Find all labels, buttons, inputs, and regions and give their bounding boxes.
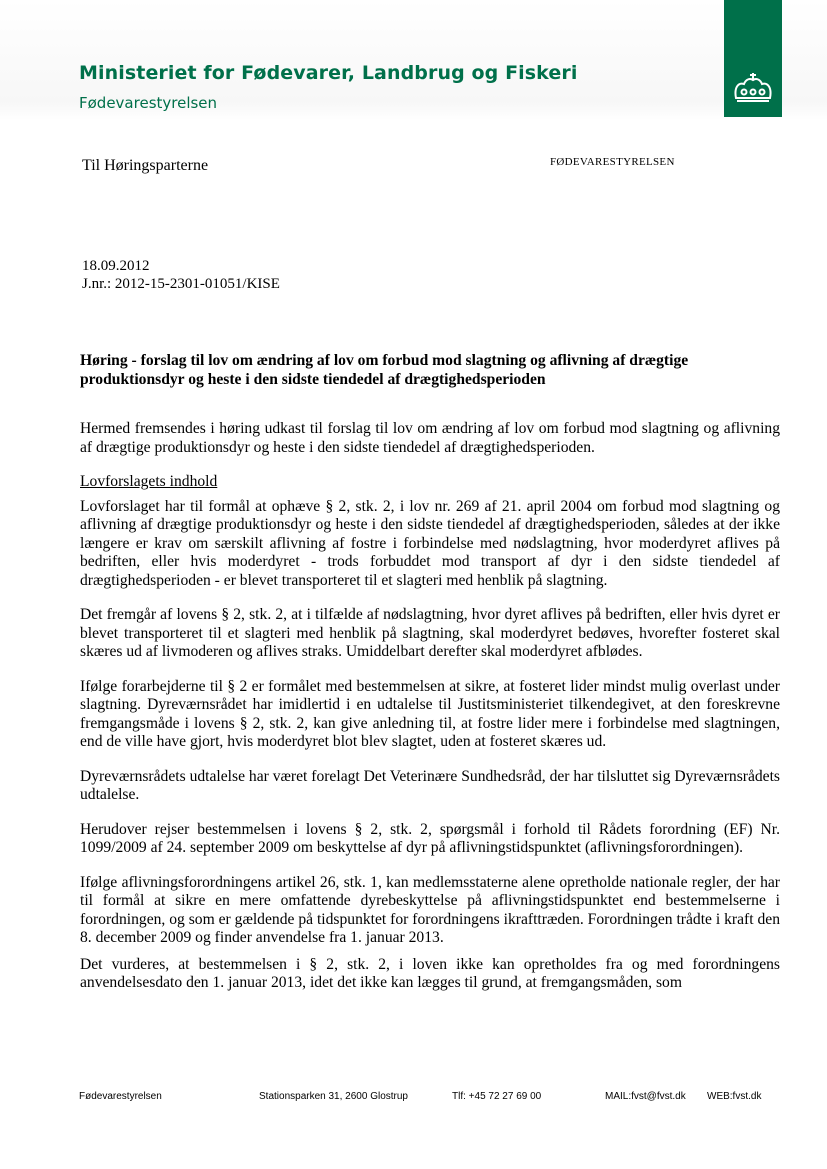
body-paragraph: Det vurderes, at bestemmelsen i § 2, stk. 2, i loven ikke kan opretholdes fra og med forordningens anvendelsesdato den 1. januar 2013, idet det ikke kan lægges til grund, at fremgangsmåden, som [80,955,780,991]
letter-heading: Høring - forslag til lov om ændring af lov om forbud mod slagtning og aflivning af drægtige produktionsdyr og heste i den sidste tiendedel af drægtighedsperioden [80,352,689,388]
intro-paragraph: Hermed fremsendes i høring udkast til forslag til lov om ændring af lov om forbud mod slagtning og aflivning af drægtige produktionsdyr og heste i den sidste tiendedel af drægtighedsperioden. [80,420,780,456]
crown-icon [728,70,778,106]
body-paragraph: Ifølge forarbejderne til § 2 er formålet med bestemmelsen at sikre, at fosteret lider mindst mulig overlast under slagtning. Dyreværnsrådet har imidlertid i en udtalelse til Justitsministeriet tilkendegivet, at den foreskrevne fremgangsmåde i lovens § 2, stk. 2, kan give anledning til, at fostre lider mere i forbindelse med slagtningen, end de ville have gjort, hvis moderdyret blot blev slagtet, uden at fosteret skæres ud. [80,677,780,750]
logo-box [724,0,782,117]
footer-address: Stationsparken 31, 2600 Glostrup [259,1091,408,1102]
footer-phone: Tlf: +45 72 27 69 00 [452,1091,542,1102]
sender-label: FØDEVARESTYRELSEN [550,156,675,168]
journal-number: J.nr.: 2012-15-2301-01051/KISE [82,276,280,292]
letter-body [80,420,780,1009]
footer-web: WEB:fvst.dk [707,1091,762,1102]
letter-date: 18.09.2012 [82,258,150,274]
body-paragraph: Det fremgår af lovens § 2, stk. 2, at i tilfælde af nødslagtning, hvor dyret aflives på bedriften, eller hvis dyret er blevet transporteret til et slagteri med henblik på slagtning, skal moderdyret bedøves, hvorefter fosteret skal skæres ud af livmoderen og aflives straks. Umiddelbart derefter skal moderdyret afblødes. [80,606,780,660]
footer-mail: MAIL:fvst@fvst.dk [605,1091,686,1102]
footer-agency: Fødevarestyrelsen [79,1091,162,1102]
body-paragraph: Lovforslaget har til formål at ophæve § 2, stk. 2, i lov nr. 269 af 21. april 2004 om forbud mod slagtning og aflivning af drægtige produktionsdyr og heste i den sidste tiendedel af drægtighedsperioden, således at der ikke længere er krav om særskilt aflivning af fostre i forbindelse med nødslagtning, hvor moderdyret aflives på bedriften, eller hvis moderdyret - trods forbuddet mod transport af dyr i den sidste tiendedel af drægtighedsperioden - er blevet transporteret til et slagteri med henblik på slagtning. [80,497,780,589]
body-paragraph: Ifølge aflivningsforordningens artikel 26, stk. 1, kan medlemsstaterne alene opretholde nationale regler, der har til formål at sikre en mere omfattende dyrebeskyttelse på aflivningstidspunktet end bestemmelserne i forordningen, og som er gældende på tidspunktet for forordningens ikrafttræden. Forordningen trådte i kraft den 8. december 2009 og finder anvendelse fra 1. januar 2013. [80,873,780,946]
body-paragraph: Dyreværnsrådets udtalelse har været forelagt Det Veterinære Sundhedsråd, der har tilsluttet sig Dyreværnsrådets udtalelse. [80,767,780,803]
body-paragraph: Herudover rejser bestemmelsen i lovens § 2, stk. 2, spørgsmål i forhold til Rådets forordning (EF) Nr. 1099/2009 af 24. september 2009 om beskyttelse af dyr på aflivningstidspunktet (aflivningsforordningen). [80,820,780,856]
recipient-line: Til Høringsparterne [82,157,209,174]
agency-name: Fødevarestyrelsen [79,94,218,112]
ministry-name: Ministeriet for Fødevarer, Landbrug og Fiskeri [79,62,578,84]
page-footer [0,1091,827,1107]
section-subheading: Lovforslagets indhold [80,473,218,490]
